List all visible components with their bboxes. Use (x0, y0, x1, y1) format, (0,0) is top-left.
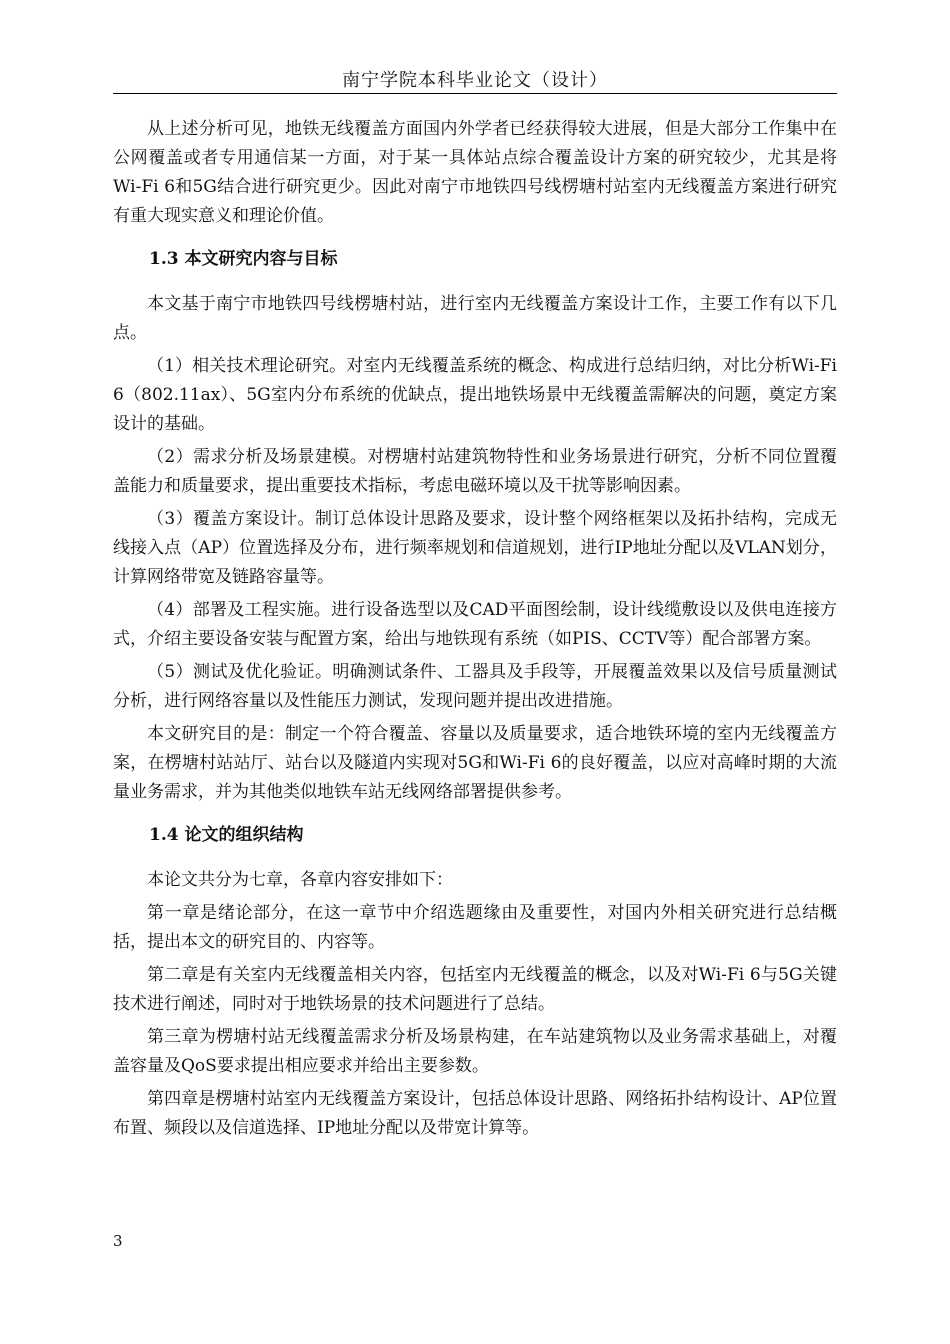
body-content (113, 115, 837, 1147)
paragraph: 第一章是绪论部分，在这一章节中介绍选题缘由及重要性，对国内外相关研究进行总结概括，提出本文的研究目的、内容等。 (113, 903, 837, 952)
paragraph: 从上述分析可见，地铁无线覆盖方面国内外学者已经获得较大进展，但是大部分工作集中在公网覆盖或者专用通信某一方面，对于某一具体站点综合覆盖设计方案的研究较少，尤其是将Wi-Fi 6和5G结合进行研究更少。因此对南宁市地铁四号线楞塘村站室内无线覆盖方案进行研究有重大现实意义和理论价值。 (113, 119, 837, 226)
section-heading: 1.4 论文的组织结构 (149, 825, 304, 845)
list-item-paragraph: （5）测试及优化验证。明确测试条件、工器具及手段等，开展覆盖效果以及信号质量测试分析，进行网络容量以及性能压力测试，发现问题并提出改进措施。 (113, 662, 837, 711)
page-number: 3 (113, 1232, 123, 1250)
paragraph: 第三章为楞塘村站无线覆盖需求分析及场景构建，在车站建筑物以及业务需求基础上，对覆盖容量及QoS要求提出相应要求并给出主要参数。 (113, 1027, 837, 1076)
header-rule (113, 93, 837, 94)
running-header: 南宁学院本科毕业论文（设计） (342, 70, 608, 91)
list-item-paragraph: （2）需求分析及场景建模。对楞塘村站建筑物特性和业务场景进行研究，分析不同位置覆盖能力和质量要求，提出重要技术指标，考虑电磁环境以及干扰等影响因素。 (113, 447, 837, 496)
list-item-paragraph: （4）部署及工程实施。进行设备选型以及CAD平面图绘制，设计线缆敷设以及供电连接方式，介绍主要设备安装与配置方案，给出与地铁现有系统（如PIS、CCTV等）配合部署方案。 (113, 600, 837, 649)
paragraph: 本文研究目的是：制定一个符合覆盖、容量以及质量要求，适合地铁环境的室内无线覆盖方案，在楞塘村站站厅、站台以及隧道内实现对5G和Wi-Fi 6的良好覆盖，以应对高峰时期的大流量业务需求，并为其他类似地铁车站无线网络部署提供参考。 (113, 724, 837, 802)
paragraph: 第二章是有关室内无线覆盖相关内容，包括室内无线覆盖的概念，以及对Wi-Fi 6与5G关键技术进行阐述，同时对于地铁场景的技术问题进行了总结。 (113, 965, 837, 1014)
paragraph: 第四章是楞塘村站室内无线覆盖方案设计，包括总体设计思路、网络拓扑结构设计、AP位置布置、频段以及信道选择、IP地址分配以及带宽计算等。 (113, 1089, 837, 1138)
list-item-paragraph: （3）覆盖方案设计。制订总体设计思路及要求，设计整个网络框架以及拓扑结构，完成无线接入点（AP）位置选择及分布，进行频率规划和信道规划，进行IP地址分配以及VLAN划分，计算网络带宽及链路容量等。 (113, 509, 837, 587)
list-item-paragraph: （1）相关技术理论研究。对室内无线覆盖系统的概念、构成进行总结归纳，对比分析Wi-Fi 6（802.11ax）、5G室内分布系统的优缺点，提出地铁场景中无线覆盖需解决的问题，奠定方案设计的基础。 (113, 356, 837, 434)
paragraph: 本文基于南宁市地铁四号线楞塘村站，进行室内无线覆盖方案设计工作，主要工作有以下几点。 (113, 294, 837, 343)
section-heading: 1.3 本文研究内容与目标 (149, 249, 338, 269)
paragraph: 本论文共分为七章，各章内容安排如下： (147, 870, 453, 890)
